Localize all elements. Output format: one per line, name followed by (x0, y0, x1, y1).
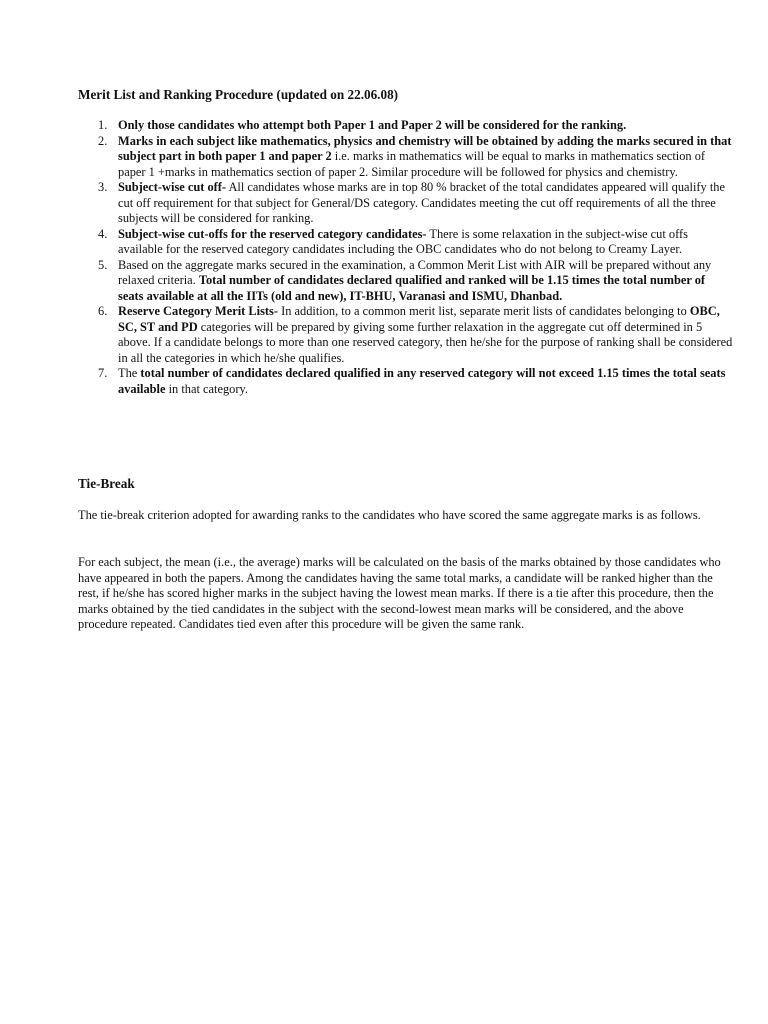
list-item (78, 118, 733, 134)
item-number: 6. (98, 304, 108, 318)
merit-list-heading: Merit List and Ranking Procedure (updated on 22.06.08) (78, 87, 399, 102)
list-item (78, 304, 733, 366)
item-text: The (118, 366, 141, 380)
item-bold-text: Total number of candidates declared qualified and ranked will be 1.15 times the total number of seats available at all the IITs (old and new), IT-BHU, Varanasi and ISMU, Dhanbad. (118, 273, 706, 303)
ranking-procedure-list (78, 118, 733, 397)
list-item (78, 227, 733, 258)
list-item (78, 258, 733, 305)
list-item (78, 134, 733, 181)
item-number: 7. (98, 366, 108, 380)
tie-break-procedure-paragraph: For each subject, the mean (i.e., the average) marks will be calculated on the basis of the marks obtained by those candidates who have appeared in both the papers. Among the candidates having the same total marks, a candidate will be ranked higher than the rest, if he/she has scored higher marks in the subject having the lowest mean marks. If there is a tie after this procedure, then the marks obtained by the tied candidates in the subject with the second-lowest mean marks will be considered, and the above procedure repeated. Candidates tied even after this procedure will be given the same rank. (78, 555, 721, 632)
tie-break-intro-paragraph: The tie-break criterion adopted for awarding ranks to the candidates who have scored the same aggregate marks is as follows. (78, 508, 701, 522)
item-bold-text: OBC, SC, ST and PD (118, 304, 720, 334)
item-bold-text: Subject-wise cut-offs for the reserved category candidates- (118, 226, 427, 241)
item-text: In addition, to a common merit list, separate merit lists of candidates belonging to (277, 304, 690, 318)
item-number: 1. (98, 118, 108, 132)
item-text: All candidates whose marks are in top 80 % bracket of the total candidates appeared will qualify the cut off requirement for that subject for General/DS category. Candidates meeting the cut off requirements of all the three subjects will be considered for ranking. (118, 180, 725, 225)
item-bold-text: Marks in each subject like mathematics, physics and chemistry will be obtained by adding the marks secured in that subject part in both paper 1 and paper 2 (118, 133, 732, 163)
tie-break-heading: Tie-Break (78, 476, 135, 491)
item-number: 4. (98, 226, 108, 241)
item-text: in that category. (165, 381, 248, 396)
item-bold-text: Subject-wise cut off- (118, 180, 227, 194)
item-number: 5. (98, 257, 108, 272)
item-bold-text: Reserve Category Merit Lists- (118, 304, 278, 318)
list-item (78, 180, 733, 227)
item-text: categories will be prepared by giving some further relaxation in the aggregate cut off determined in 5 above. If a candidate belongs to more than one reserved category, then he/she for the purpose of ranking shall be considered in all the categories in which he/she qualifies. (118, 319, 733, 365)
list-item (78, 366, 733, 397)
item-number: 2. (98, 133, 108, 148)
item-bold-text: Only those candidates who attempt both Paper 1 and Paper 2 will be considered for the ranking. (118, 118, 627, 132)
item-text: Based on the aggregate marks secured in the examination, a Common Merit List with AIR will be prepared without any relaxed criteria. (118, 257, 712, 287)
item-text: i.e. marks in mathematics will be equal to marks in mathematics section of paper 1 +marks in mathematics section of paper 2. Similar procedure will be followed for physics and chemistry. (118, 149, 706, 179)
item-number: 3. (98, 180, 108, 194)
item-bold-text: total number of candidates declared qualified in any reserved category will not exceed 1.15 times the total seats available (118, 366, 726, 396)
item-text: There is some relaxation in the subject-wise cut offs available for the reserved category candidates including the OBC candidates who do not belong to Creamy Layer. (118, 226, 688, 256)
